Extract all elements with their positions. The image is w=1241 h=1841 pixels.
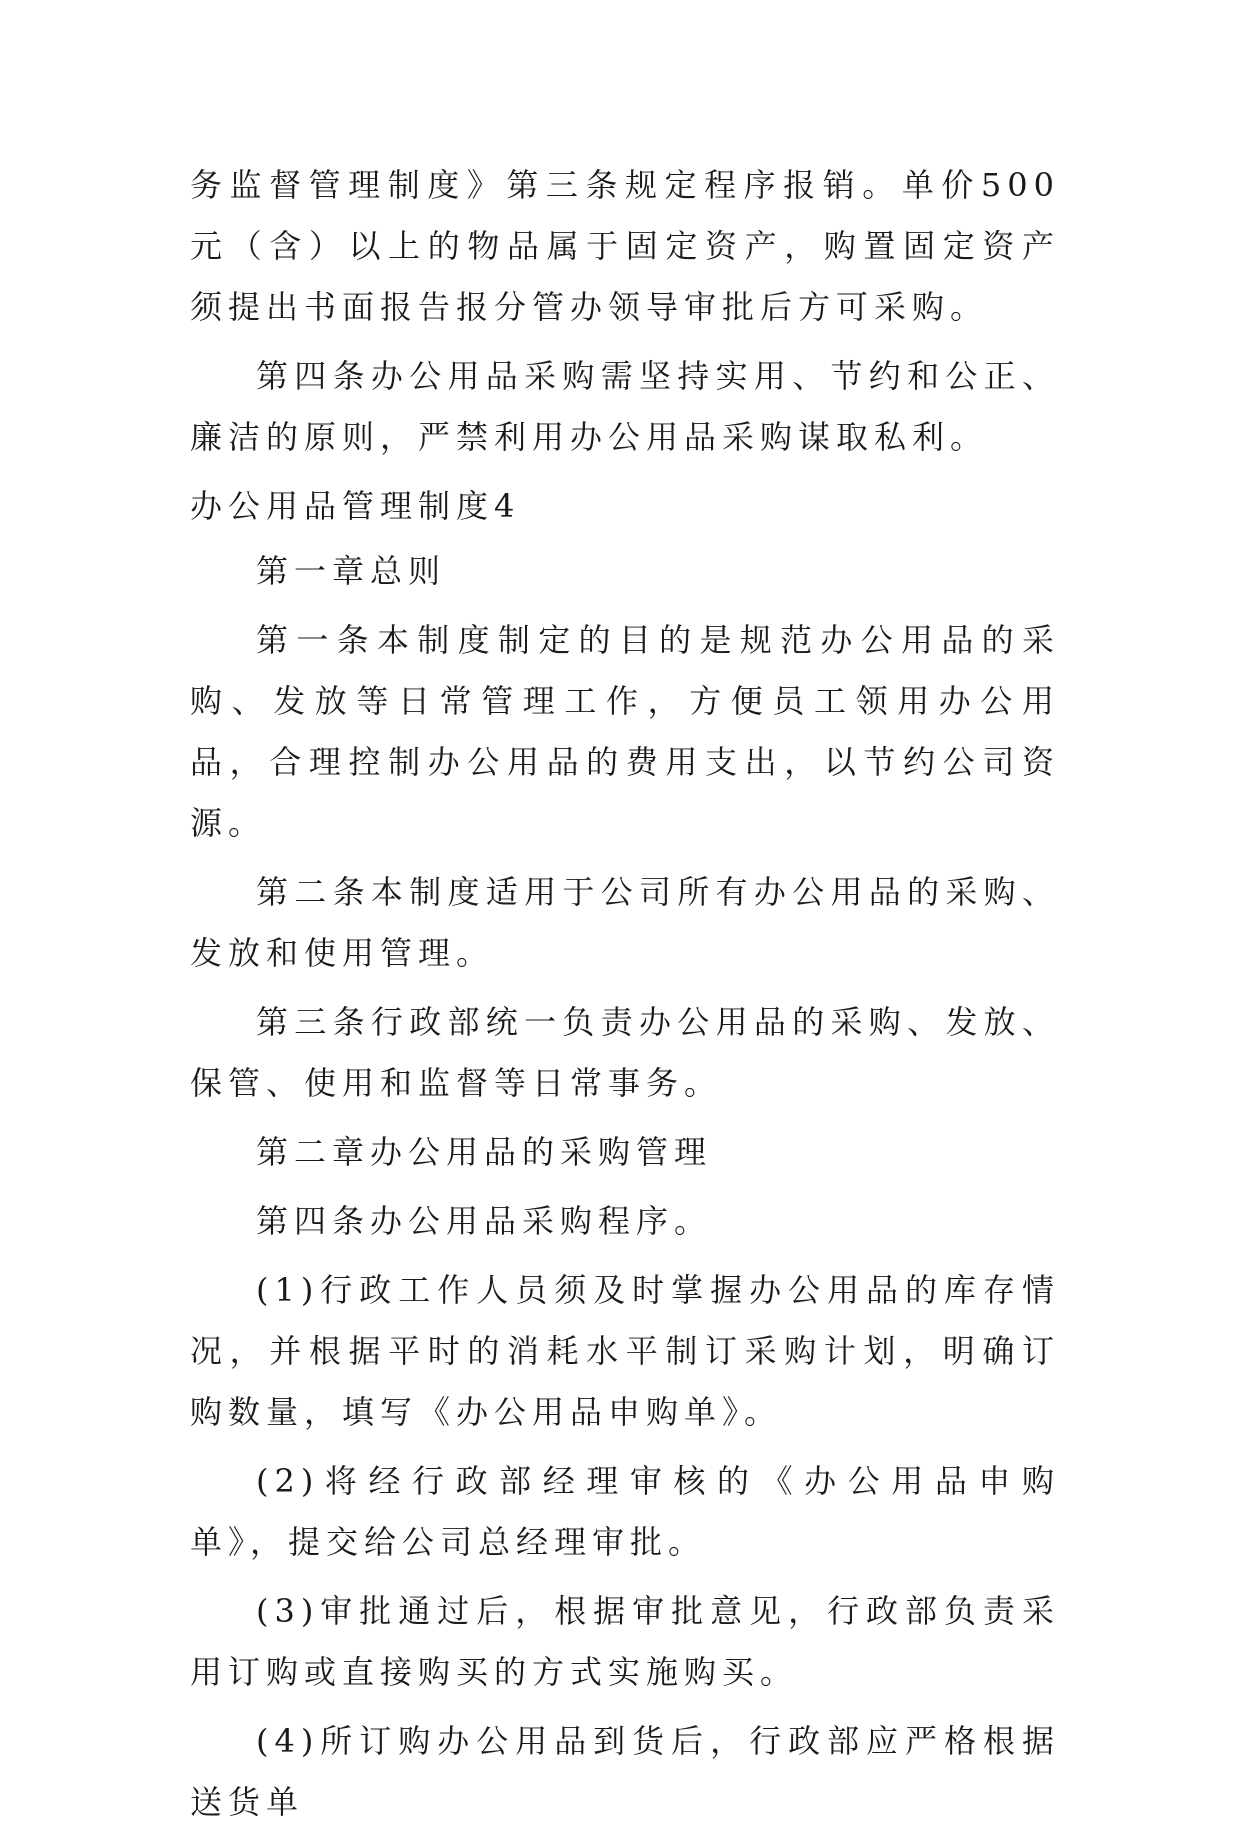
paragraph-article-3: 第三条行政部统一负责办公用品的采购、发放、保管、使用和监督等日常事务。 xyxy=(190,1003,1060,1102)
section-title: 办公用品管理制度4 xyxy=(190,487,521,525)
list-item-step-3: (3)审批通过后，根据审批意见，行政部负责采用订购或直接购买的方式实施购买。 xyxy=(190,1592,1060,1691)
paragraph-article-4-principles: 第四条办公用品采购需坚持实用、节约和公正、廉洁的原则，严禁利用办公用品采购谋取私利。 xyxy=(190,357,1060,456)
chapter-heading-general: 第一章总则 xyxy=(256,552,447,590)
list-item-step-2: (2)将经行政部经理审核的《办公用品申购单》，提交给公司总经理审批。 xyxy=(190,1462,1060,1561)
paragraph-article-2: 第二条本制度适用于公司所有办公用品的采购、发放和使用管理。 xyxy=(190,873,1060,972)
list-item-step-4: (4)所订购办公用品到货后，行政部应严格根据送货单 xyxy=(190,1722,1060,1821)
paragraph-reimbursement-continuation: 务监督管理制度》第三条规定程序报销。单价500元（含）以上的物品属于固定资产，购置固定资产须提出书面报告报分管办领导审批后方可采购。 xyxy=(190,166,1060,326)
list-item-step-1: (1)行政工作人员须及时掌握办公用品的库存情况，并根据平时的消耗水平制订采购计划，明确订购数量，填写《办公用品申购单》。 xyxy=(190,1271,1060,1431)
paragraph-article-4-procedure: 第四条办公用品采购程序。 xyxy=(256,1202,713,1240)
document-page xyxy=(190,155,1060,1841)
chapter-heading-procurement: 第二章办公用品的采购管理 xyxy=(256,1133,713,1171)
paragraph-article-1: 第一条本制度制定的目的是规范办公用品的采购、发放等日常管理工作，方便员工领用办公用品，合理控制办公用品的费用支出，以节约公司资源。 xyxy=(190,621,1060,842)
